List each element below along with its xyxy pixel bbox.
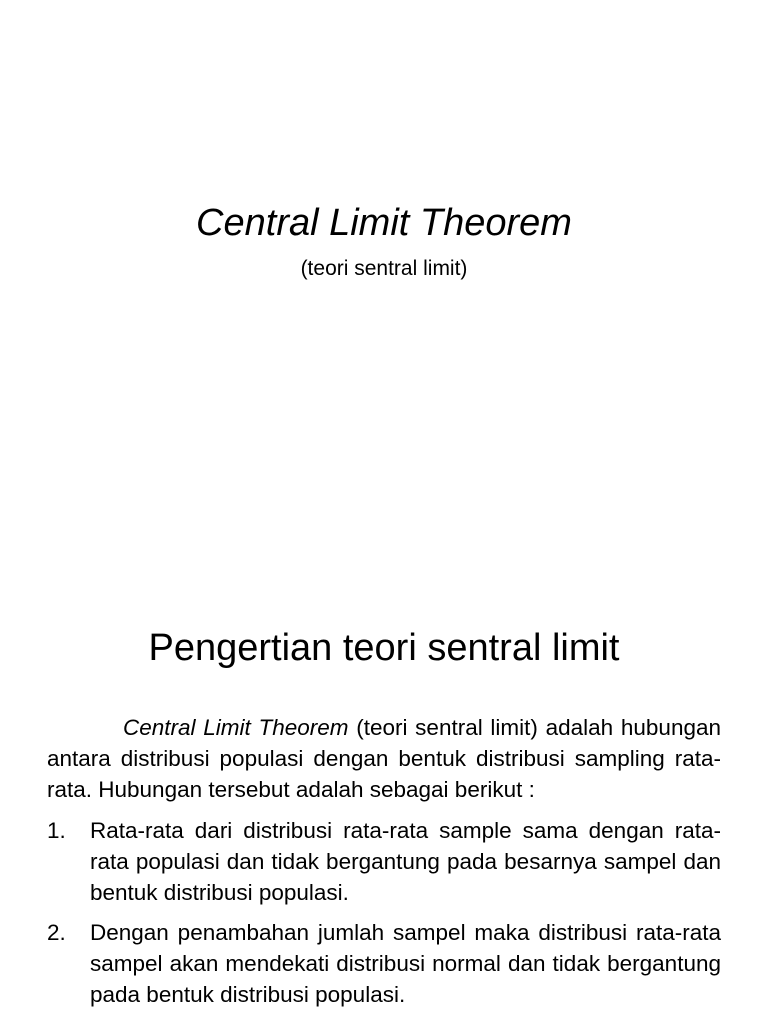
list-item bbox=[47, 917, 721, 1010]
intro-paragraph bbox=[47, 712, 721, 805]
numbered-list bbox=[47, 815, 721, 1010]
cover-subtitle: (teori sentral limit) bbox=[300, 257, 468, 280]
definition-body bbox=[47, 712, 721, 1019]
cover-title: Central Limit Theorem bbox=[196, 202, 572, 244]
list-item-text: Rata-rata dari distribusi rata-rata sample sama dengan rata-rata populasi dan tidak bergantung pada besarnya sampel dan bentuk distribusi populasi. bbox=[90, 818, 721, 905]
list-item bbox=[47, 815, 721, 908]
list-item-number: 1. bbox=[47, 818, 66, 843]
intro-text: (teori sentral limit) adalah hubungan antara distribusi populasi dengan bentuk distribusi sampling rata-rata. Hubungan tersebut adalah sebagai berikut : bbox=[47, 715, 721, 802]
section-heading: Pengertian teori sentral limit bbox=[148, 627, 620, 669]
intro-term: Central Limit Theorem bbox=[123, 715, 349, 740]
definition-slide bbox=[0, 600, 768, 1024]
list-item-text: Dengan penambahan jumlah sampel maka distribusi rata-rata sampel akan mendekati distribusi normal dan tidak bergantung pada bentuk distribusi populasi. bbox=[90, 920, 721, 1007]
list-item-number: 2. bbox=[47, 920, 66, 945]
